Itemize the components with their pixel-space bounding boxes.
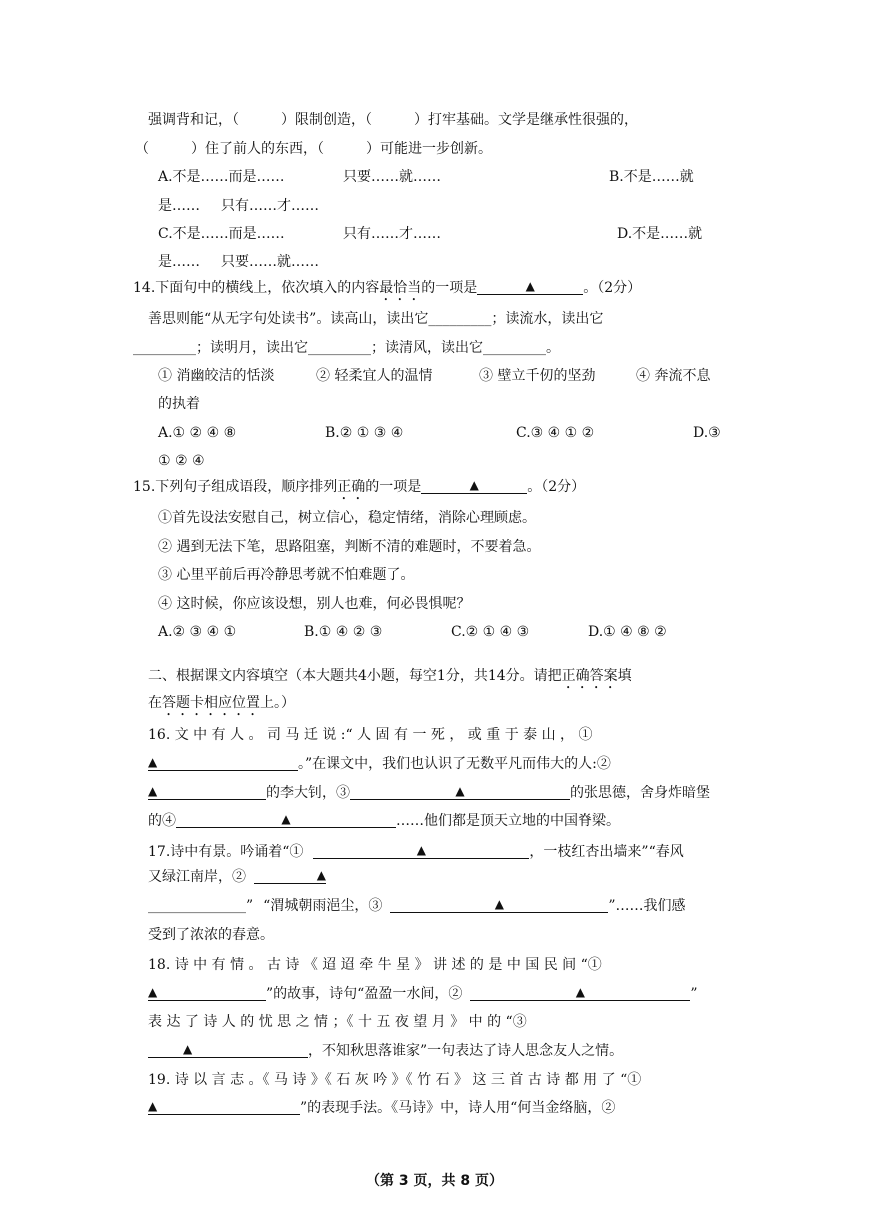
section-2-emphasis2: 答题卡相应位置	[162, 695, 260, 711]
q15-stem	[133, 477, 585, 503]
q14-option-c: C.③ ④ ① ②	[516, 425, 595, 441]
q13-option-c-second: 只有……才……	[343, 226, 441, 242]
triangle-icon: ▲	[316, 868, 326, 882]
triangle-icon: ▲	[148, 1099, 158, 1113]
q18-line4-post: ，不知秋思落谁家”一句表达了诗人思念友人之情。	[308, 1043, 624, 1059]
q19-line2	[148, 1098, 615, 1118]
section-2-text: 二、根据课文内容填空（本大题共4小题，每空1分，共14分。请把	[148, 668, 562, 684]
q17-line1	[148, 842, 684, 862]
q17-blank-3[interactable]	[390, 896, 608, 913]
triangle-icon: ▲	[148, 755, 158, 769]
q15-stem-pre: 15.下列句子组成语段，顺序排列	[133, 479, 338, 495]
q16-line1: 16. 文 中 有 人 。 司 马 迁 说 :“ 人 固 有 一 死 ， 或 重 于 泰 山 ， ①	[148, 727, 593, 743]
q16-blank-4[interactable]	[176, 811, 396, 828]
q14-item-1: ① 消幽皎洁的恬淡	[158, 368, 275, 384]
q15-option-c: C.② ① ④ ③	[451, 624, 530, 640]
q14-score: 。（2分）	[583, 280, 642, 296]
triangle-icon: ▲	[183, 1042, 193, 1056]
q17-line3-pre: ______________”	[148, 898, 254, 914]
q14-option-d: D.③	[693, 425, 721, 441]
q18-line2-mid: ”的故事，诗句“盈盈一水间，②	[266, 986, 463, 1002]
q13-line1: 强调背和记，（ ）限制创造，（ ）打牢基础。文学是继承性很强的，	[148, 112, 638, 128]
triangle-icon: ▲	[455, 784, 465, 798]
section-2-heading-line2	[148, 693, 295, 719]
q17-blank-2[interactable]	[254, 867, 326, 884]
q14-sentence2: _________；读明月，读出它_________；读清风，读出它_________。	[133, 340, 560, 356]
q15-score: 。（2分）	[527, 479, 586, 495]
q17-line2-pre: 又绿江南岸，②	[148, 869, 246, 885]
q16-line4	[148, 811, 620, 831]
q14-item-3: ③ 壁立千仞的坚劲	[479, 368, 596, 384]
q18-line3: 表 达 了 诗 人 的 忧 思 之 情 ；《 十 五 夜 望 月 》 中 的 “③	[148, 1014, 527, 1030]
q18-blank-1[interactable]	[148, 984, 266, 1001]
q15-stem-post: 的一项是	[365, 479, 422, 495]
q14-stem-post: 的一项是	[421, 280, 478, 296]
q16-blank-1[interactable]	[148, 754, 298, 771]
q19-line1: 19. 诗 以 言 志 。《 马 诗 》《 石 灰 吟 》《 竹 石 》 这 三 首 古 诗 都 用 了 “①	[148, 1072, 642, 1088]
q14-option-d-cont: ① ② ④	[158, 453, 205, 469]
q13-option-b: B.不是……就	[609, 169, 694, 185]
q14-stem-pre: 14.下面句中的横线上，依次填入的内容	[133, 280, 380, 296]
q15-sentence4: ④ 这时候，你应该设想，别人也难，何必畏惧呢？	[158, 596, 471, 612]
q15-option-b: B.① ④ ② ③	[304, 624, 383, 640]
page-footer: （第 3 页，共 8 页）	[366, 1173, 503, 1189]
q15-sentence2: ② 遇到无法下笔，思路阻塞，判断不清的难题时，不要着急。	[158, 539, 541, 555]
q14-item-4-cont: 的执着	[158, 396, 200, 412]
q13-option-d-cont: 是……	[158, 254, 200, 270]
q13-option-b-cont: 是……	[158, 198, 200, 214]
q16-line2-text: 。”在课文中，我们也认识了无数平凡而伟大的人:②	[298, 756, 611, 772]
q17-blank-1[interactable]	[313, 842, 529, 859]
q13-option-d-second: 只要……就……	[221, 254, 319, 270]
q13-option-c: C.不是……而是……	[158, 226, 285, 242]
q16-line3-post: 的张思德，舍身炸暗堡	[570, 785, 710, 801]
q17-line3-post: ”……我们感	[608, 898, 686, 914]
triangle-icon: ▲	[469, 478, 479, 492]
q14-answer-blank[interactable]	[477, 278, 583, 295]
q13-option-d: D.不是……就	[617, 226, 703, 242]
q14-option-b: B.② ① ③ ④	[325, 425, 404, 441]
q16-line4-pre: 的④	[148, 813, 176, 829]
q13-option-a: A.不是……而是……	[158, 169, 285, 185]
q16-line2	[148, 754, 611, 774]
q16-blank-3[interactable]	[350, 783, 570, 800]
triangle-icon: ▲	[148, 784, 158, 798]
q18-line4	[148, 1041, 623, 1061]
triangle-icon: ▲	[416, 843, 427, 857]
triangle-icon: ▲	[281, 812, 291, 826]
q15-stem-emphasis: 正确	[337, 479, 366, 495]
q17-line4: 受到了浓浓的春意。	[148, 927, 274, 943]
triangle-icon: ▲	[148, 985, 158, 999]
section-2-text2: 在	[148, 695, 162, 711]
q14-item-4: ④ 奔流不息	[636, 368, 711, 384]
q17-line2	[148, 867, 326, 887]
q18-line2	[148, 984, 698, 1004]
q14-option-a: A.① ② ④ ⑧	[158, 425, 237, 441]
q16-line4-post: ……他们都是顶天立地的中国脊梁。	[396, 813, 620, 829]
q16-blank-2[interactable]	[148, 783, 266, 800]
q13-option-a-second: 只要……就……	[343, 169, 441, 185]
triangle-icon: ▲	[525, 279, 535, 293]
q14-item-2: ② 轻柔宜人的温情	[316, 368, 433, 384]
q13-option-b-second: 只有……才……	[221, 198, 319, 214]
q16-line3	[148, 783, 710, 803]
q14-sentence1: 善思则能“从无字句处读书”。读高山，读出它_________；读流水，读出它	[148, 311, 604, 327]
section-2-heading	[148, 666, 632, 692]
q14-stem	[133, 278, 641, 304]
q15-option-d: D.① ④ ⑧ ②	[588, 624, 667, 640]
q15-answer-blank[interactable]	[421, 477, 527, 494]
q19-line2-post: ”的表现手法。《马诗》中，诗人用“何当金络脑，②	[300, 1100, 616, 1116]
q15-option-a: A.② ③ ④ ①	[158, 624, 237, 640]
q13-line2: （ ）住了前人的东西，（ ）可能进一步创新。	[135, 141, 492, 157]
q17-line3	[148, 896, 686, 916]
section-2-text-end: 填	[617, 668, 632, 684]
section-2-text2-end: 上。）	[260, 695, 295, 711]
q15-sentence1: ①首先设法安慰自己，树立信心，稳定情绪，消除心理顾虑。	[158, 510, 536, 526]
q17-line3-mid: “渭城朝雨浥尘，③	[263, 898, 383, 914]
q17-line1-pre: 17.诗中有景。吟诵着“①	[148, 844, 304, 860]
q15-sentence3: ③ 心里平前后再冷静思考就不怕难题了。	[158, 567, 415, 583]
q18-blank-3[interactable]	[148, 1041, 308, 1058]
q17-line1-post: ，一枝红杏出墙来”“春风	[529, 844, 684, 860]
q18-line1: 18. 诗 中 有 情 。 古 诗 《 迢 迢 牵 牛 星 》 讲 述 的 是 中 国 民 间 “①	[148, 957, 602, 973]
q19-blank-1[interactable]	[148, 1098, 300, 1115]
triangle-icon: ▲	[575, 985, 585, 999]
q18-blank-2[interactable]	[470, 984, 690, 1001]
q16-line3-mid: 的李大钊，③	[266, 785, 350, 801]
q18-line2-post: ”	[690, 986, 698, 1002]
section-2-emphasis: 正确答案	[561, 668, 618, 684]
q14-stem-emphasis: 最恰当	[379, 280, 422, 296]
triangle-icon: ▲	[494, 897, 504, 911]
